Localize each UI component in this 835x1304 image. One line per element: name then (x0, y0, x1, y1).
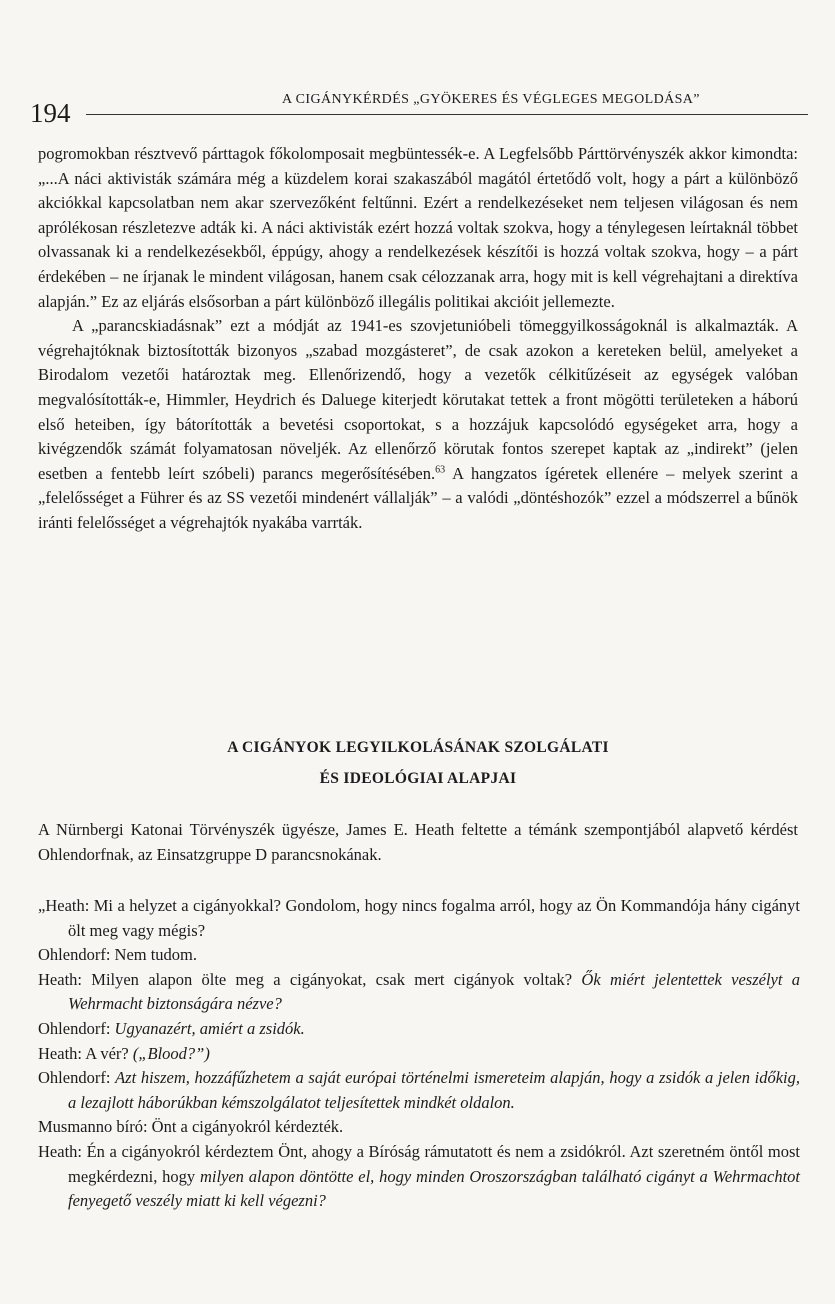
dialogue-line: Ohlendorf: Nem tudom. (38, 945, 198, 965)
dialogue-plain-text: Heath: Én a cigányokról kérdeztem Önt, ahogy a Bíróság rámutatott és nem a zsidókról. Azt szeretném öntől most megkérdezni, hogy (38, 1141, 800, 1186)
dialogue-plain-text: Ohlendorf: (38, 1068, 116, 1088)
intro-paragraph: A Nürnbergi Katonai Törvényszék ügyésze, James E. Heath feltette a témánk szempontjából alapvető kérdést Ohlendorfnak, az Einsatzgruppe D parancsnokának. (38, 820, 798, 864)
dialogue-line (38, 968, 800, 1017)
dialogue-plain-text: Heath: A vér? (38, 1043, 133, 1063)
paragraph-1: pogromokban résztvevő párttagok főkolomposait megbüntessék-e. A Legfelsőbb Párttörvényszék akkor kimondta: „...A náci aktivisták számára még a küzdelem korai szakaszából magától értetődő volt, hogy a párt a különböző akciókkal kapcsolatban nem akar szervezőként feltűnni. Ezért a rendelkezéseket nem teljesen világosan és nem aprólékosan részletezve adták ki. A náci aktivisták ezért hozzá voltak szokva, hogy a ténylegesen leírtaknál többet olvassanak ki a rendelkezésekből, éppúgy, ahogy a rendelkezések készítői is hozzá voltak szokva, hogy – a párt érdekében – ne írjanak le mindent világosan, hanem csak célozzanak arra, hogy mit is kell végrehajtani a direktíva alapján.” Ez az eljárás elsősorban a párt különböző illegális politikai akcióit jellemezte. (38, 144, 798, 311)
dialogue-transcript (38, 894, 800, 1214)
footnote-reference: 63 (435, 464, 446, 476)
paragraph-2-text: A „parancskiadásnak” ezt a módját az 1941-es szovjetunióbeli tömeggyilkosságoknál is alkalmazták. A végrehajtóknak biztosították bizonyos „szabad mozgásteret”, de csak azokon a kereteken belül, amelyeket a Birodalom vezetői határoztak meg. Ellenőrizendő, hogy a vezetők célkitűzéseit az egységek valóban megvalósították-e, Himmler, Heydrich és Daluege kiterjedt körutakat tettek a front mögötti területeken a háború első heteiben, így bátorították a bevetési csoportokat, s a hozzájuk kapcsolódó egységeket arra, hogy a kivégzendők számát folyamatosan növeljék. Az ellenőrző körutak fontos szerepet kaptak az „indirekt” (jelen esetben a fentebb leírt szóbeli) parancs megerősítésében. (38, 316, 798, 483)
body-text (38, 142, 798, 536)
dialogue-italic-text: Ők miért jelentettek veszélyt a Wehrmacht biztonságára nézve? (68, 969, 800, 1014)
dialogue-line (38, 1042, 800, 1067)
dialogue-line (38, 1017, 800, 1042)
running-title: A CIGÁNYKÉRDÉS „GYÖKERES ÉS VÉGLEGES MEGOLDÁSA” (282, 92, 700, 107)
section-heading-line-2: ÉS IDEOLÓGIAI ALAPJAI (319, 770, 517, 787)
paragraph-2-continuation: A hangzatos ígéretek ellenére – melyek szerint a „felelősséget a Führer és az SS vezetői mindenért vállalják” – a valódi „döntéshozók” ezzel a módszerrel a bűnök iránti felelősséget a végrehajtók nyakába varrták. (38, 463, 798, 532)
page-number: 194 (30, 98, 71, 128)
dialogue-plain-text: Ohlendorf: (38, 1018, 115, 1038)
dialogue-plain-text: Heath: Milyen alapon ölte meg a cigányokat, csak mert cigányok voltak? (38, 969, 582, 989)
dialogue-italic-text: milyen alapon döntötte el, hogy minden Oroszországban található cigányt a Wehrmachtot fenyegető veszély miatt ki kell végezni? (68, 1166, 800, 1211)
section-heading (38, 732, 798, 794)
dialogue-line (38, 1140, 800, 1214)
dialogue-line (38, 1066, 800, 1115)
dialogue-line: Musmanno bíró: Önt a cigányokról kérdezték. (38, 1117, 344, 1137)
section-intro (38, 818, 798, 867)
paragraph-2 (38, 314, 798, 535)
dialogue-line: „Heath: Mi a helyzet a cigányokkal? Gondolom, hogy nincs fogalma arról, hogy az Ön Kommandója hány cigányt ölt meg vagy mégis? (38, 896, 800, 940)
section-heading-line-1: A CIGÁNYOK LEGYILKOLÁSÁNAK SZOLGÁLATI (227, 739, 609, 756)
dialogue-italic-text: Azt hiszem, hozzáfűzhetem a saját európai történelmi ismereteim alapján, hogy a zsidók a jelen időkig, a lezajlott háborúkban kémszolgálatot teljesítettek mindkét oldalon. (68, 1068, 800, 1112)
dialogue-italic-text: („Blood?”) (132, 1043, 210, 1063)
header-rule (86, 114, 808, 115)
dialogue-italic-text: Ugyanazért, amiért a zsidók. (114, 1018, 305, 1038)
